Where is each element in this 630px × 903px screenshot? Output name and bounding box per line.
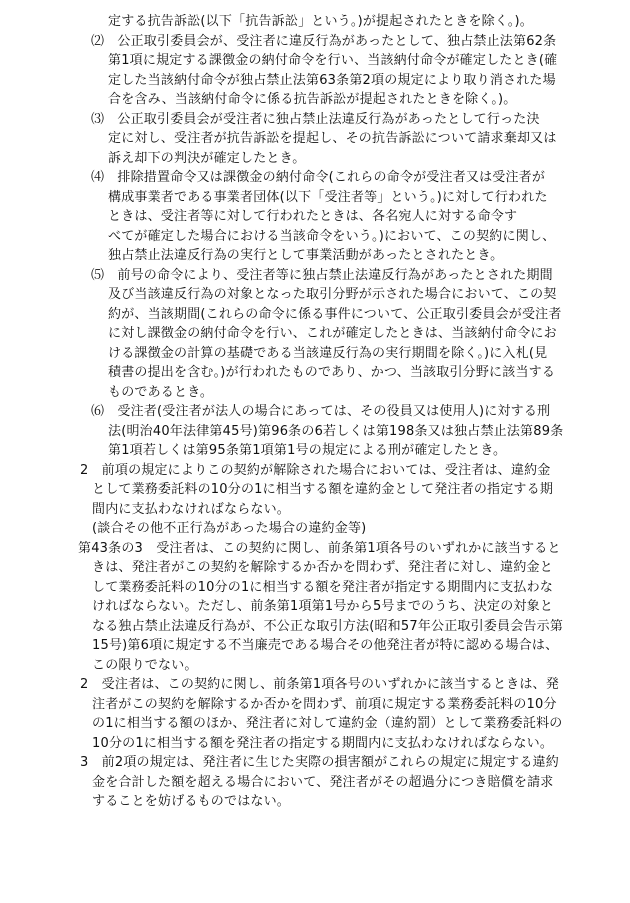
document-line: の1に相当する額のほか、発注者に対して違約金（違約罰）として業務委託料の bbox=[92, 716, 563, 731]
document-line: 定した当該納付命令が独占禁止法第63条第2項の規定により取り消された場 bbox=[108, 72, 556, 88]
document-line: きは、発注者がこの契約を解除するか否かを問わず、発注者に対し、違約金と bbox=[92, 560, 553, 575]
document-line: 独占禁止法違反行為の実行として事業活動があったとされたとき。 bbox=[108, 248, 504, 263]
document-line: 構成事業者である事業者団体(以下「受注者等」という。)に対して行われた bbox=[108, 189, 548, 205]
document-line: ⑸ 前号の命令により、受注者等に独占禁止法違反行為があったとされた期間 bbox=[91, 267, 553, 283]
document-line: 第1項若しくは第95条第1項第1号の規定による刑が確定したとき。 bbox=[108, 443, 507, 458]
document-line: 2 前項の規定によりこの契約が解除された場合においては、受注者は、違約金 bbox=[80, 462, 551, 478]
document-line: ⑹ 受注者(受注者が法人の場合にあっては、その役員又は使用人)に対する刑 bbox=[91, 404, 551, 419]
document-line: 定に対し、受注者が抗告訴訟を提起し、その抗告訴訟について請求棄却又は bbox=[108, 131, 557, 146]
document-line: ⑷ 排除措置命令又は課徴金の納付命令(これらの命令が受注者又は受注者が bbox=[91, 170, 546, 185]
document-line: 2 受注者は、この契約に関し、前条第1項各号のいずれかに該当するときは、発 bbox=[80, 677, 559, 692]
document-line: 第43条の3 受注者は、この契約に関し、前条第1項各号のいずれかに該当すると bbox=[78, 540, 561, 556]
document-line: 間内に支払わなければならない。 bbox=[92, 501, 291, 517]
document-line: ければならない。ただし、前条第1項第1号から5号までのうち、決定の対象と bbox=[92, 599, 554, 614]
document-line: 注者がこの契約を解除するか否かを問わず、前項に規定する業務委託料の10分 bbox=[92, 696, 557, 712]
document-line: 約が、当該期間(これらの命令に係る事件について、公正取引委員会が受注者 bbox=[108, 306, 562, 322]
document-body bbox=[0, 12, 630, 812]
document-line: 3 前2項の規定は、発注者に生じた実際の損害額がこれらの規定に規定する違約 bbox=[80, 755, 559, 770]
document-line: 訴え却下の判決が確定したとき。 bbox=[108, 150, 306, 166]
document-line: することを妨げるものではない。 bbox=[92, 794, 291, 809]
document-line: して業務委託料の10分の1に相当する額を発注者が指定する期間内に支払わな bbox=[92, 579, 554, 595]
document-line: に対し課徴金の納付命令を行い、これが確定したときは、当該納付命令にお bbox=[108, 326, 557, 341]
document-line: ⑵ 公正取引委員会が、受注者に違反行為があったとして、独占禁止法第62条 bbox=[91, 33, 557, 49]
document-line: 積書の提出を含む。)が行われたものであり、かつ、当該取引分野に該当する bbox=[108, 365, 556, 380]
document-line: ける課徴金の計算の基礎である当該違反行為の実行期間を除く。)に入札(見 bbox=[108, 345, 548, 361]
document-line: この限りでない。 bbox=[92, 657, 198, 673]
document-line: べてが確定した場合における当該命令をいう。)において、この契約に関し、 bbox=[108, 228, 556, 244]
document-line: 定する抗告訴訟(以下「抗告訴訟」という。)が提起されたときを除く。)。 bbox=[108, 14, 533, 29]
document-line: 合を含み、当該納付命令に係る抗告訴訟が提起されたときを除く。)。 bbox=[108, 92, 517, 107]
document-line: 第1項に規定する課徴金の納付命令を行い、当該納付命令が確定したとき(確 bbox=[108, 53, 558, 68]
document-line: なる独占禁止法違反行為が、不公正な取引方法(昭和57年公正取引委員会告示第 bbox=[92, 618, 564, 634]
document-line: 10分の1に相当する額を発注者の指定する期間内に支払わなければならない。 bbox=[92, 735, 554, 751]
document-line: ⑶ 公正取引委員会が受注者に独占禁止法違反行為があったとして行った決 bbox=[91, 111, 540, 127]
document-line: として業務委託料の10分の1に相当する額を違約金として発注者の指定する期 bbox=[92, 482, 554, 497]
document-line: 及び当該違反行為の対象となった取引分野が示された場合において、この契 bbox=[108, 287, 557, 302]
document-line: ものであるとき。 bbox=[108, 384, 214, 400]
document-line: (談合その他不正行為があった場合の違約金等) bbox=[92, 521, 367, 536]
document-line: 金を合計した額を超える場合において、発注者がその超過分につき賠償を請求 bbox=[92, 774, 554, 790]
document-line: 15号)第6項に規定する不当廉売である場合その他発注者が特に認める場合は、 bbox=[92, 638, 559, 653]
document-line: 法(明治40年法律第45号)第96条の6若しくは第198条又は独占禁止法第89条 bbox=[108, 423, 564, 439]
document-line: ときは、受注者等に対して行われたときは、各名宛人に対する命令す bbox=[108, 209, 518, 224]
